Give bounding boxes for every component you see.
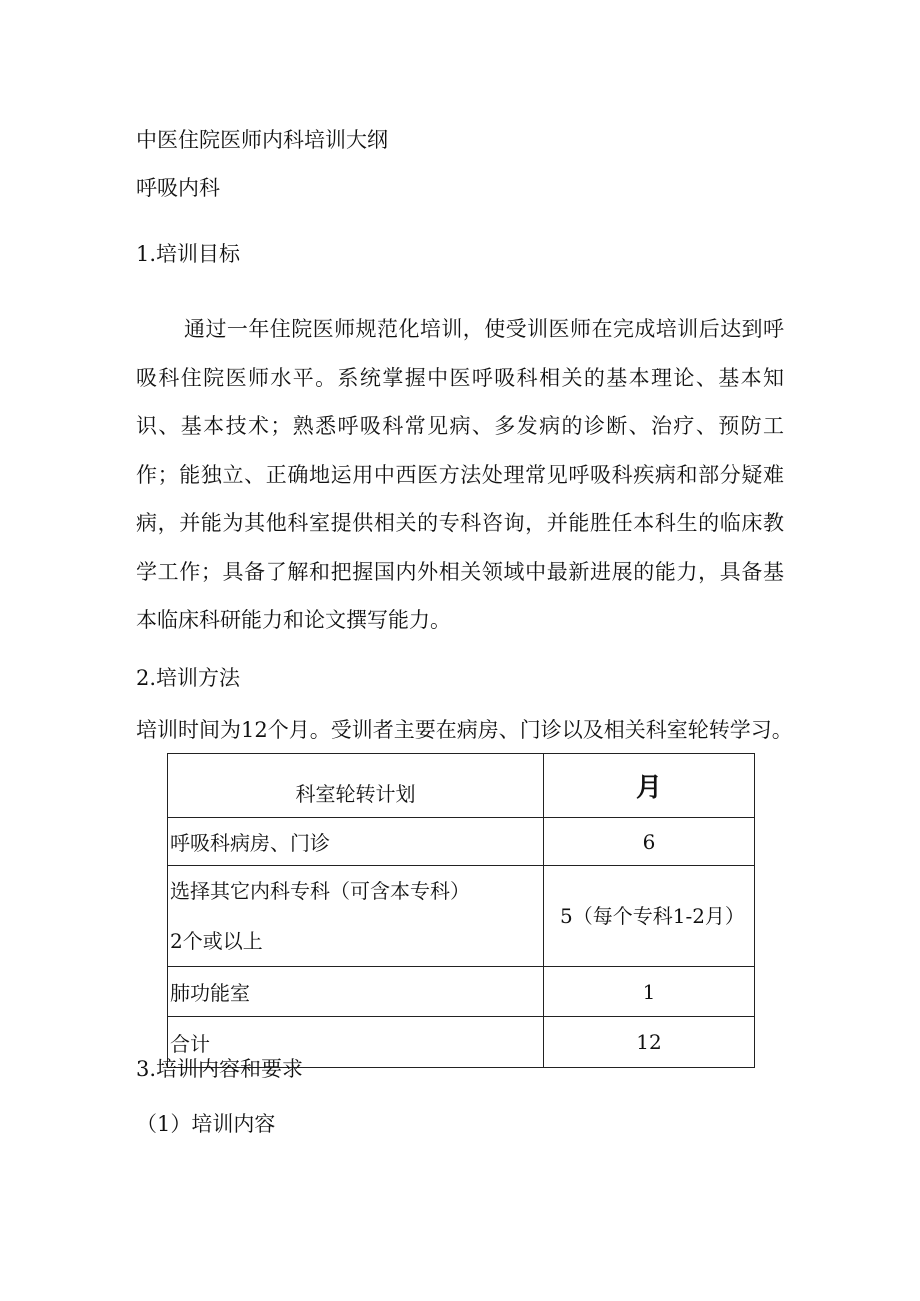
document-subtitle: 呼吸内科: [136, 176, 220, 200]
table-header-row: [168, 754, 755, 818]
section-1-heading: 1.培训目标: [136, 242, 241, 266]
table-row: [168, 967, 755, 1017]
table-cell-months: 6: [544, 818, 755, 866]
rotation-table: [167, 753, 755, 1068]
table-cell-months: 12: [544, 1017, 755, 1068]
table-cell-dept: 合计: [168, 1017, 544, 1068]
section-2-heading: 2.培训方法: [136, 666, 241, 690]
section-1-paragraph: 通过一年住院医师规范化培训，使受训医师在完成培训后达到呼吸科住院医师水平。系统掌握中医呼吸科相关的基本理论、基本知识、基本技术；熟悉呼吸科常见病、多发病的诊断、治疗、预防工作；能独立、正确地运用中西医方法处理常见呼吸科疾病和部分疑难病，并能为其他科室提供相关的专科咨询，并能胜任本科生的临床教学工作；具备了解和把握国内外相关领域中最新进展的能力，具备基本临床科研能力和论文撰写能力。: [136, 317, 784, 632]
table-cell-dept-line: 选择其它内科专科（可含本专科）: [170, 879, 470, 903]
table-header-dept: 科室轮转计划: [168, 754, 544, 818]
table-cell-months-text: 5（每个专科1-2月）: [560, 904, 745, 928]
table-header-months: 月: [544, 754, 755, 818]
table-cell-months: [544, 866, 755, 967]
table-cell-months: 1: [544, 967, 755, 1017]
table-cell-dept: 呼吸科病房、门诊: [168, 818, 544, 866]
table-row: [168, 866, 755, 967]
section-3-heading: 3.培训内容和要求: [136, 1057, 304, 1081]
table-cell-dept-line: 2个或以上: [170, 929, 263, 953]
document-title: 中医住院医师内科培训大纲: [136, 128, 388, 152]
table-cell-dept: [168, 866, 544, 967]
section-2-intro: 培训时间为12个月。受训者主要在病房、门诊以及相关科室轮转学习。: [136, 718, 793, 742]
section-3-subheading: （1）培训内容: [136, 1112, 276, 1136]
table-cell-dept: 肺功能室: [168, 967, 544, 1017]
table-row: [168, 818, 755, 866]
